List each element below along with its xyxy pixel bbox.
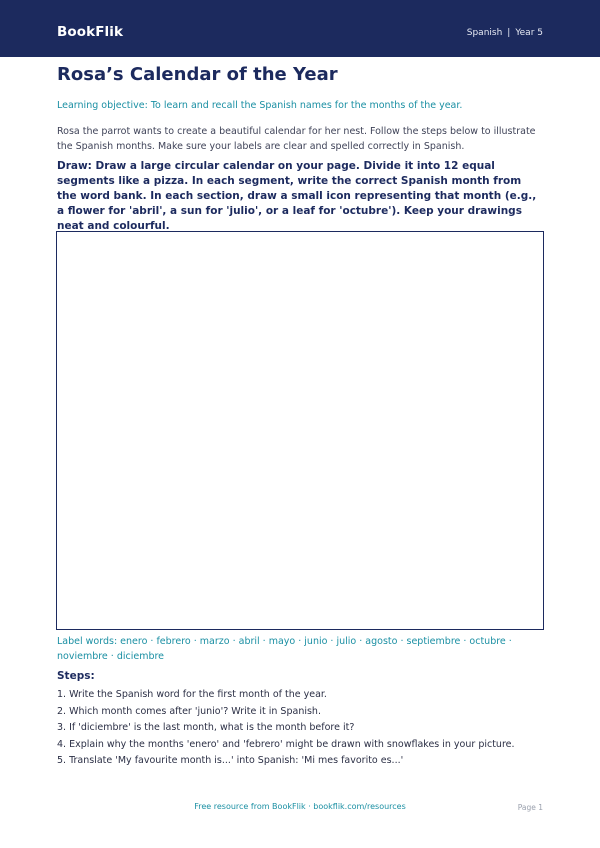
learning-objective: Learning objective: To learn and recall the Spanish names for the months of the year. <box>57 100 463 111</box>
intro-paragraph: Rosa the parrot wants to create a beautiful calendar for her nest. Follow the steps below to illustrate the Spanish months. Make sure your labels are clear and spelled correctly in Spanish. <box>57 126 536 152</box>
brand-logo[interactable]: BookFlik <box>57 24 124 40</box>
steps-list <box>57 687 515 770</box>
step-item: 1. Write the Spanish word for the first month of the year. <box>57 689 327 700</box>
step-item: 2. Which month comes after 'junio'? Write it in Spanish. <box>57 705 321 717</box>
subject-year <box>467 28 543 38</box>
page-title: Rosa’s Calendar of the Year <box>57 64 338 85</box>
step-item: 4. Explain why the months 'enero' and 'febrero' might be drawn with snowflakes in your picture. <box>57 738 515 750</box>
step-item: 5. Translate 'My favourite month is...' into Spanish: 'Mi mes favorito es...' <box>57 755 404 767</box>
meta-separator: | <box>507 28 511 38</box>
steps-heading: Steps: <box>57 670 95 682</box>
label-word-bank: Label words: enero · febrero · marzo · abril · mayo · junio · julio · agosto · septiembre · octubre · noviembre · diciembre <box>57 636 512 662</box>
drawing-area[interactable] <box>56 231 544 630</box>
draw-instruction: Draw: Draw a large circular calendar on your page. Divide it into 12 equal segments like a pizza. In each segment, write the correct Spanish month from the word bank. In each section, draw a small icon representing that month (e.g., a flower for 'abril', a sun for 'julio', or a leaf for 'octubre'). Keep your drawings neat and colourful. <box>57 160 537 232</box>
subject-label: Spanish <box>466 28 503 38</box>
page-number: Page 1 <box>517 803 543 812</box>
step-item: 3. If 'diciembre' is the last month, what is the month before it? <box>57 722 355 734</box>
year-label: Year 5 <box>515 28 543 38</box>
footer-resource-link[interactable]: Free resource from BookFlik · bookflik.com/resources <box>194 802 406 811</box>
header-bar <box>0 0 600 57</box>
